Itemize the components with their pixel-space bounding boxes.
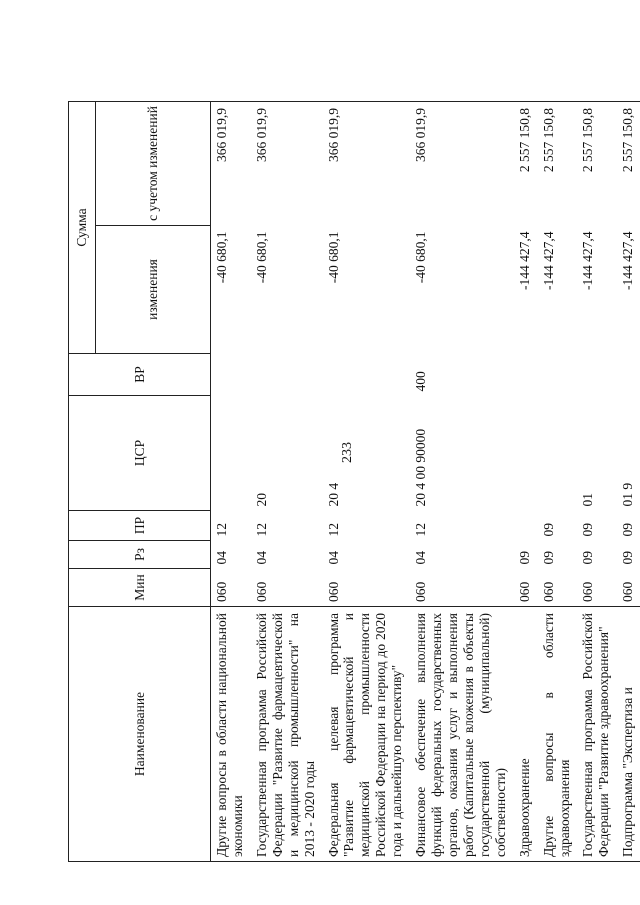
row-name: Государственная программа Российской Федерации "Развитие здравоохранения" bbox=[577, 607, 617, 862]
row-rz: 09 bbox=[516, 551, 532, 565]
row-change: -144 427,4 bbox=[516, 231, 532, 290]
row-rz: 09 bbox=[540, 551, 556, 565]
table-row bbox=[514, 101, 538, 861]
row-csr bbox=[538, 396, 578, 511]
row-total: 366 019,9 bbox=[251, 101, 323, 225]
row-csr bbox=[211, 396, 251, 511]
row-change: -40 680,1 bbox=[253, 231, 269, 284]
row-name: Другие вопросы в области здравоохранения bbox=[538, 607, 578, 862]
row-name: Финансовое обеспечение выполнения функций федеральных государственных органов, оказания услуг и выполнения работ (Капитальные вложения в объекты государственной (муниципальной) собственности) bbox=[410, 607, 514, 862]
row-change: -144 427,4 bbox=[620, 231, 636, 290]
row-change: -144 427,4 bbox=[540, 231, 556, 290]
row-vr bbox=[617, 354, 640, 396]
row-vr: 400 bbox=[413, 371, 429, 392]
budget-table bbox=[68, 101, 640, 862]
row-vr bbox=[514, 354, 538, 396]
row-csr bbox=[514, 396, 538, 511]
row-change: -144 427,4 bbox=[580, 231, 596, 290]
row-csr: 20 bbox=[253, 493, 269, 507]
row-rz: 09 bbox=[620, 551, 636, 565]
row-pr: 12 bbox=[325, 523, 341, 537]
row-csr: 20 4 bbox=[325, 482, 341, 507]
row-min: 060 bbox=[516, 581, 532, 602]
row-pr: 12 bbox=[253, 523, 269, 537]
row-min: 060 bbox=[214, 581, 229, 602]
row-vr bbox=[538, 354, 578, 396]
row-change: -40 680,1 bbox=[413, 231, 429, 284]
row-vr bbox=[211, 354, 251, 396]
header-pr: ПР bbox=[69, 511, 211, 541]
row-change: -40 680,1 bbox=[325, 231, 341, 284]
row-rz: 04 bbox=[253, 551, 269, 565]
row-min: 060 bbox=[620, 581, 636, 602]
row-total: 366 019,9 bbox=[211, 101, 251, 225]
row-total: 2 557 150,8 bbox=[514, 101, 538, 225]
table-row bbox=[617, 101, 640, 861]
page-number: 233 bbox=[340, 442, 355, 463]
header-vr: ВР bbox=[69, 354, 211, 396]
rotated-table-wrapper bbox=[68, 102, 636, 862]
row-min: 060 bbox=[253, 581, 269, 602]
table-row bbox=[251, 101, 323, 861]
row-name: Федеральная целевая программа "Развитие фармацевтической и медицинской промышленности Российской Федерации на период до 2020 года и дальнейшую перспективу" bbox=[323, 607, 411, 862]
header-csr: ЦСР bbox=[69, 396, 211, 511]
row-pr: 12 bbox=[413, 523, 429, 537]
row-name: Подпрограмма "Экспертиза и bbox=[617, 607, 640, 862]
row-rz: 04 bbox=[325, 551, 341, 565]
row-total: 366 019,9 bbox=[410, 101, 514, 225]
row-name: Здравоохранение bbox=[514, 607, 538, 862]
row-min: 060 bbox=[580, 581, 596, 602]
row-name: Государственная программа Российской Федерации "Развитие фармацевтической и медицинской промышленности" на 2013 - 2020 годы bbox=[251, 607, 323, 862]
row-pr: 09 bbox=[540, 523, 556, 537]
header-min: Мин bbox=[69, 569, 211, 607]
header-with-changes: с учетом изменений bbox=[96, 101, 211, 225]
table-body bbox=[211, 101, 640, 861]
row-name: Другие вопросы в области национальной экономики bbox=[211, 607, 251, 862]
table-row bbox=[538, 101, 578, 861]
row-vr bbox=[251, 354, 323, 396]
header-sum: Сумма bbox=[69, 101, 96, 353]
header-rz: Рз bbox=[69, 541, 211, 569]
row-min: 060 bbox=[413, 581, 429, 602]
row-rz: 04 bbox=[214, 551, 229, 565]
row-vr bbox=[323, 354, 411, 396]
table-row bbox=[577, 101, 617, 861]
row-change: -40 680,1 bbox=[214, 231, 229, 284]
header-name: Наименование bbox=[69, 607, 211, 862]
table-row bbox=[410, 101, 514, 861]
row-pr: 09 bbox=[580, 523, 596, 537]
table-row bbox=[211, 101, 251, 861]
row-pr: 12 bbox=[214, 523, 229, 537]
row-rz: 04 bbox=[413, 551, 429, 565]
row-min: 060 bbox=[540, 581, 556, 602]
row-pr: 09 bbox=[620, 523, 636, 537]
header-changes: изменения bbox=[96, 226, 211, 354]
row-total: 2 557 150,8 bbox=[617, 101, 640, 225]
row-total: 2 557 150,8 bbox=[577, 101, 617, 225]
row-csr: 01 9 bbox=[620, 482, 636, 507]
table-row bbox=[323, 101, 411, 861]
row-rz: 09 bbox=[580, 551, 596, 565]
row-csr: 20 4 00 90000 bbox=[413, 428, 429, 507]
row-total: 366 019,9 bbox=[323, 101, 411, 225]
row-total: 2 557 150,8 bbox=[538, 101, 578, 225]
row-min: 060 bbox=[325, 581, 341, 602]
row-csr: 01 bbox=[580, 493, 596, 507]
row-vr bbox=[577, 354, 617, 396]
row-pr bbox=[514, 511, 538, 541]
